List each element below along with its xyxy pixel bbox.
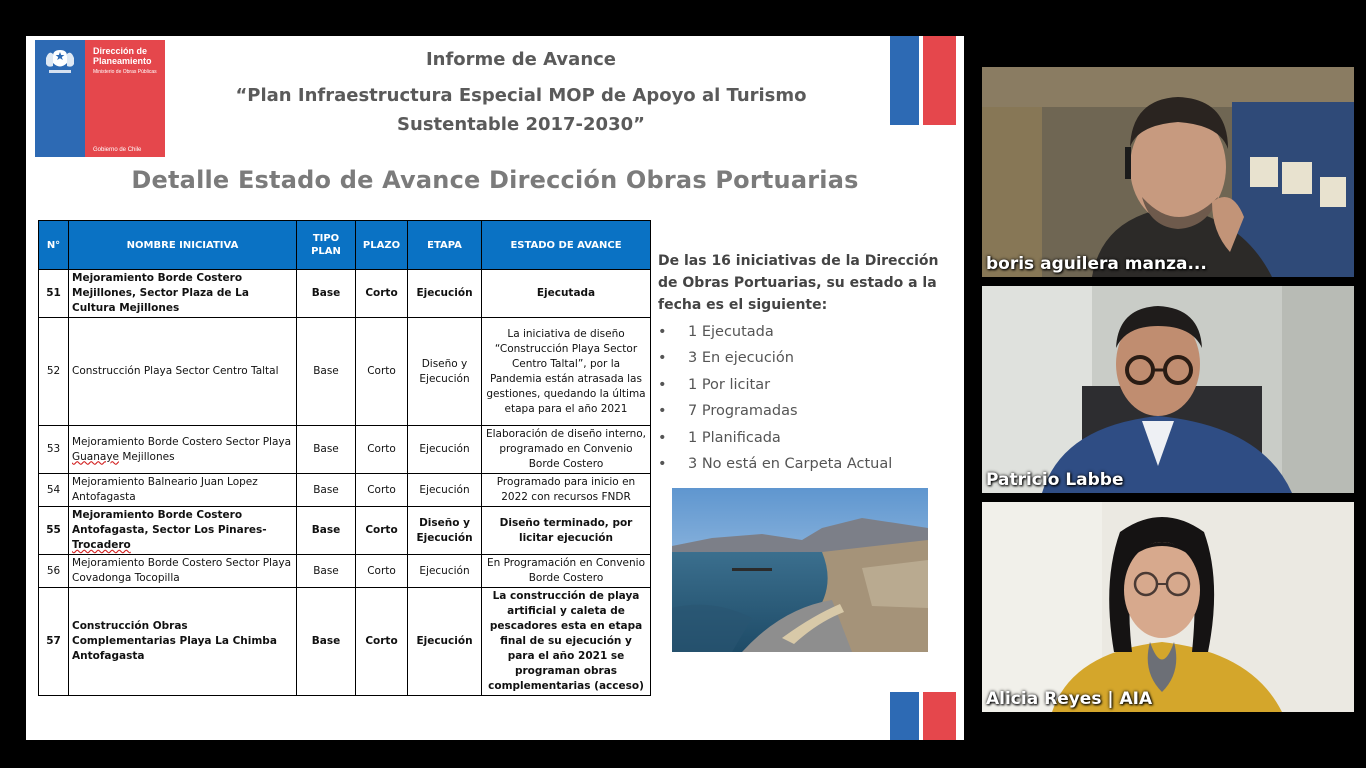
row-number: 54: [39, 474, 69, 507]
row-stage: Ejecución: [408, 555, 482, 588]
row-term: Corto: [356, 270, 408, 318]
row-name: Mejoramiento Borde Costero Sector Playa Covadonga Tocopilla: [69, 555, 297, 588]
table-row: [39, 318, 651, 426]
header-plan-type: TIPO PLAN: [297, 221, 356, 270]
header-term: PLAZO: [356, 221, 408, 270]
table-header-row: [39, 221, 651, 270]
list-item-text: 7 Programadas: [688, 403, 798, 420]
list-item-text: 3 En ejecución: [688, 350, 794, 367]
participant-video-frame: [982, 286, 1354, 493]
row-status: La iniciativa de diseño “Construcción Playa Sector Centro Taltal”, por la Pandemia están atrasada las gestiones, quedando la última etapa para el año 2021: [482, 318, 651, 426]
list-item: • 1 Ejecutada: [658, 324, 774, 340]
row-name-part: Mejillones: [119, 450, 175, 463]
coat-of-arms-icon: [43, 46, 77, 76]
row-stage: Ejecución: [408, 474, 482, 507]
header-stage: ETAPA: [408, 221, 482, 270]
row-name: [69, 426, 297, 474]
table-row: [39, 507, 651, 555]
summary-text: De las 16 iniciativas de la Dirección de Obras Portuarias, su estado a la fecha es el siguiente:: [658, 253, 939, 313]
list-item-text: 1 Ejecutada: [688, 324, 774, 340]
row-plan: Base: [297, 588, 356, 696]
row-name-part: Mejoramiento Borde Costero Antofagasta, Sector Los Pinares-: [72, 509, 266, 536]
status-summary-list: [658, 319, 892, 477]
row-term: Corto: [356, 318, 408, 426]
row-status: Ejecutada: [482, 270, 651, 318]
coastal-beach-photo: [672, 488, 928, 652]
participant-video-tile[interactable]: [982, 67, 1354, 277]
flag-stripes-top: [890, 36, 956, 125]
participant-video-tile[interactable]: [982, 286, 1354, 493]
list-item: • 3 En ejecución: [658, 350, 794, 367]
section-title: Detalle Estado de Avance Dirección Obras Portuarias: [131, 166, 859, 194]
list-item: • 3 No está en Carpeta Actual: [658, 455, 893, 472]
table-row: [39, 270, 651, 318]
row-name: [69, 507, 297, 555]
table-row: [39, 588, 651, 696]
row-term: Corto: [356, 555, 408, 588]
row-plan: Base: [297, 270, 356, 318]
row-status: Elaboración de diseño interno, programado en Convenio Borde Costero: [482, 426, 651, 474]
row-plan: Base: [297, 507, 356, 555]
row-name-part: Mejoramiento Borde Costero Sector Playa: [72, 435, 292, 448]
ministry-logo: [35, 40, 165, 157]
row-term: Corto: [356, 426, 408, 474]
row-status: Diseño terminado, por licitar ejecución: [482, 507, 651, 555]
table-row: [39, 426, 651, 474]
row-term: Corto: [356, 507, 408, 555]
spellcheck-flagged-word: Guanaye: [72, 450, 119, 463]
row-number: 55: [39, 507, 69, 555]
row-plan: Base: [297, 426, 356, 474]
participant-video-tile[interactable]: [982, 502, 1354, 712]
row-status: En Programación en Convenio Borde Costero: [482, 555, 651, 588]
row-name: Mejoramiento Borde Costero Mejillones, Sector Plaza de La Cultura Mejillones: [69, 270, 297, 318]
header-name: NOMBRE INICIATIVA: [69, 221, 297, 270]
flag-stripes-bottom: [890, 692, 956, 740]
logo-title: Dirección de Planeamiento: [93, 46, 152, 66]
row-number: 53: [39, 426, 69, 474]
report-heading: Informe de Avance: [425, 49, 617, 70]
list-item: • 1 Planificada: [658, 429, 781, 446]
participant-name: Alicia Reyes | AIA: [986, 689, 1153, 709]
participant-name: boris aguilera manza...: [986, 254, 1207, 274]
logo-government-text: Gobierno de Chile: [93, 147, 142, 153]
initiatives-table: [38, 220, 651, 696]
row-term: Corto: [356, 588, 408, 696]
plan-title: “Plan Infraestructura Especial MOP de Apoyo al Turismo Sustentable 2017-2030”: [235, 85, 807, 135]
row-stage: Diseño y Ejecución: [408, 507, 482, 555]
row-plan: Base: [297, 318, 356, 426]
row-status: La construcción de playa artificial y caleta de pescadores esta en etapa final de su ejecución y para el año 2021 se programan obras complementarias (acceso): [482, 588, 651, 696]
list-item: • 7 Programadas: [658, 403, 798, 420]
table-row: [39, 555, 651, 588]
list-item-text: 3 No está en Carpeta Actual: [688, 455, 893, 472]
row-stage: Ejecución: [408, 588, 482, 696]
row-number: 57: [39, 588, 69, 696]
row-number: 51: [39, 270, 69, 318]
header-status: ESTADO DE AVANCE: [482, 221, 651, 270]
list-item: • 1 Por licitar: [658, 376, 771, 393]
row-plan: Base: [297, 555, 356, 588]
row-status: Programado para inicio en 2022 con recursos FNDR: [482, 474, 651, 507]
row-stage: Diseño y Ejecución: [408, 318, 482, 426]
participant-video-frame: [982, 502, 1354, 712]
shared-screen-slide: [26, 36, 964, 740]
list-item-text: 1 Planificada: [688, 429, 781, 446]
row-number: 56: [39, 555, 69, 588]
row-stage: Ejecución: [408, 426, 482, 474]
participant-name: Patricio Labbe: [986, 470, 1124, 490]
row-plan: Base: [297, 474, 356, 507]
spellcheck-flagged-word: Trocadero: [72, 539, 131, 551]
row-name: Construcción Playa Sector Centro Taltal: [69, 318, 297, 426]
row-term: Corto: [356, 474, 408, 507]
row-number: 52: [39, 318, 69, 426]
row-name: Mejoramiento Balneario Juan Lopez Antofagasta: [69, 474, 297, 507]
list-item-text: 1 Por licitar: [688, 376, 771, 393]
row-name: Construcción Obras Complementarias Playa La Chimba Antofagasta: [69, 588, 297, 696]
row-stage: Ejecución: [408, 270, 482, 318]
participant-video-frame: [982, 67, 1354, 277]
table-row: [39, 474, 651, 507]
header-number: N°: [39, 221, 69, 270]
logo-ministry-text: Ministerio de Obras Públicas: [93, 69, 157, 75]
